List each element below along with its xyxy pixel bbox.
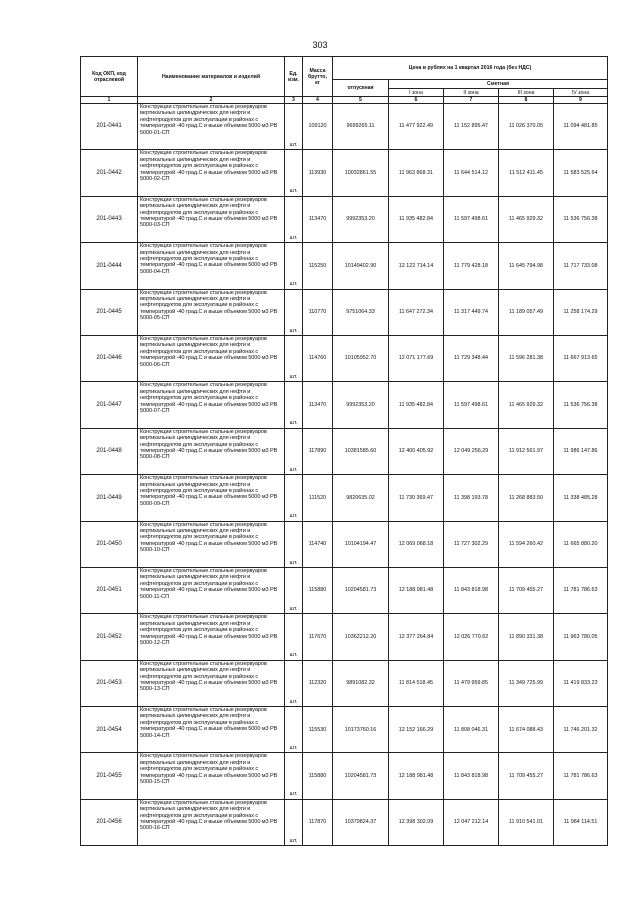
header-zone-1: I зона	[389, 89, 444, 97]
item-unit: шт.	[285, 428, 303, 474]
column-number: 8	[499, 97, 554, 104]
release-price: 10104194.47	[333, 521, 389, 567]
zone-4-price: 11 583 525.64	[554, 150, 608, 196]
release-price: 10173760.16	[333, 707, 389, 753]
release-price: 10032861.55	[333, 150, 389, 196]
item-unit: шт.	[285, 382, 303, 428]
header-zone-3: III зона	[499, 89, 554, 97]
item-name: Конструкции строительные стальные резервуаров вертикальных цилиндрических для нефти и нефтепродуктов для эксплуатации в районах с температурой -40 град.С и выше объемом 5000 м3 РВ 5000-06-СП	[138, 335, 285, 381]
item-code: 201-0443	[81, 196, 138, 242]
header-zone-4: IV зона	[554, 89, 608, 97]
item-code: 201-0448	[81, 428, 138, 474]
header-release: отпускная	[333, 80, 389, 97]
item-code: 201-0453	[81, 660, 138, 706]
header-code: Код ОКП, код отраслевой	[81, 57, 138, 97]
zone-4-price: 11 258 174.29	[554, 289, 608, 335]
zone-4-price: 11 746 201.32	[554, 707, 608, 753]
zone-4-price: 11 963 780.05	[554, 614, 608, 660]
price-table	[80, 56, 608, 846]
zone-4-price: 11 986 147.86	[554, 428, 608, 474]
column-number: 7	[444, 97, 499, 104]
zone-4-price: 11 094 481.85	[554, 104, 608, 150]
zone-1-price: 11 647 272.34	[389, 289, 444, 335]
table-row	[81, 660, 608, 706]
item-mass: 111520	[303, 475, 333, 521]
column-number: 9	[554, 97, 608, 104]
item-code: 201-0449	[81, 475, 138, 521]
item-name: Конструкции строительные стальные резервуаров вертикальных цилиндрических для нефти и нефтепродуктов для эксплуатации в районах с температурой -40 град.С и выше объемом 5000 м3 РВ 5000-16-СП	[138, 799, 285, 845]
table-row	[81, 335, 608, 381]
release-price: 10362212.20	[333, 614, 389, 660]
item-name: Конструкции строительные стальные резервуаров вертикальных цилиндрических для нефти и нефтепродуктов для эксплуатации в районах с температурой -40 град.С и выше объемом 5000 м3 РВ 5000-02-СП	[138, 150, 285, 196]
item-code: 201-0456	[81, 799, 138, 845]
zone-3-price: 11 349 725.99	[499, 660, 554, 706]
release-price: 9751064.33	[333, 289, 389, 335]
header-unit: Ед. изм.	[285, 57, 303, 97]
zone-2-price: 11 843 818.98	[444, 753, 499, 799]
zone-4-price: 11 781 786.63	[554, 567, 608, 613]
zone-3-price: 11 912 561.97	[499, 428, 554, 474]
zone-2-price: 11 398 193.78	[444, 475, 499, 521]
header-mass: Масса брутто, кг	[303, 57, 333, 97]
item-mass: 115250	[303, 243, 333, 289]
zone-3-price: 11 910 541.01	[499, 799, 554, 845]
table-row	[81, 428, 608, 474]
table-row	[81, 196, 608, 242]
release-price: 10204581.73	[333, 753, 389, 799]
item-unit: шт.	[285, 521, 303, 567]
zone-1-price: 12 122 714.14	[389, 243, 444, 289]
zone-4-price: 11 717 733.08	[554, 243, 608, 289]
item-mass: 117890	[303, 428, 333, 474]
item-unit: шт.	[285, 660, 303, 706]
item-name: Конструкции строительные стальные резервуаров вертикальных цилиндрических для нефти и нефтепродуктов для эксплуатации в районах с температурой -40 град.С и выше объемом 5000 м3 РВ 5000-07-СП	[138, 382, 285, 428]
zone-3-price: 11 189 057.49	[499, 289, 554, 335]
table-row	[81, 614, 608, 660]
zone-2-price: 11 597 498.61	[444, 382, 499, 428]
table-row	[81, 104, 608, 150]
item-mass: 114740	[303, 521, 333, 567]
zone-2-price: 11 479 959.85	[444, 660, 499, 706]
release-price: 9992353.20	[333, 382, 389, 428]
table-row	[81, 289, 608, 335]
zone-2-price: 11 808 046.31	[444, 707, 499, 753]
table-row	[81, 707, 608, 753]
zone-4-price: 11 536 756.38	[554, 196, 608, 242]
item-unit: шт.	[285, 150, 303, 196]
item-name: Конструкции строительные стальные резервуаров вертикальных цилиндрических для нефти и нефтепродуктов для эксплуатации в районах с температурой -40 град.С и выше объемом 5000 м3 РВ 5000-15-СП	[138, 753, 285, 799]
release-price: 9820635.02	[333, 475, 389, 521]
table-row	[81, 150, 608, 196]
table-row	[81, 799, 608, 845]
release-price: 10379824.37	[333, 799, 389, 845]
item-name: Конструкции строительные стальные резервуаров вертикальных цилиндрических для нефти и нефтепродуктов для эксплуатации в районах с температурой -40 град.С и выше объемом 5000 м3 РВ 5000-03-СП	[138, 196, 285, 242]
table-row	[81, 753, 608, 799]
item-unit: шт.	[285, 753, 303, 799]
zone-2-price: 12 047 212.14	[444, 799, 499, 845]
item-name: Конструкции строительные стальные резервуаров вертикальных цилиндрических для нефти и нефтепродуктов для эксплуатации в районах с температурой -40 град.С и выше объемом 5000 м3 РВ 5000-10-СП	[138, 521, 285, 567]
item-mass: 117670	[303, 614, 333, 660]
item-unit: шт.	[285, 104, 303, 150]
table-row	[81, 382, 608, 428]
item-code: 201-0452	[81, 614, 138, 660]
zone-1-price: 12 071 177.69	[389, 335, 444, 381]
item-code: 201-0442	[81, 150, 138, 196]
item-name: Конструкции строительные стальные резервуаров вертикальных цилиндрических для нефти и нефтепродуктов для эксплуатации в районах с температурой -40 град.С и выше объемом 5000 м3 РВ 5000-13-СП	[138, 660, 285, 706]
zone-3-price: 11 268 883.50	[499, 475, 554, 521]
item-mass: 113470	[303, 382, 333, 428]
zone-4-price: 11 665 880.20	[554, 521, 608, 567]
zone-2-price: 11 317 449.74	[444, 289, 499, 335]
item-mass: 109120	[303, 104, 333, 150]
item-code: 201-0444	[81, 243, 138, 289]
item-mass: 112320	[303, 660, 333, 706]
item-unit: шт.	[285, 289, 303, 335]
header-zone-2: II зона	[444, 89, 499, 97]
item-code: 201-0455	[81, 753, 138, 799]
zone-1-price: 11 935 482.84	[389, 382, 444, 428]
release-price: 9891082.32	[333, 660, 389, 706]
zone-2-price: 11 597 498.61	[444, 196, 499, 242]
table-row	[81, 475, 608, 521]
zone-1-price: 11 814 518.45	[389, 660, 444, 706]
zone-4-price: 11 781 786.63	[554, 753, 608, 799]
column-number: 4	[303, 97, 333, 104]
zone-2-price: 11 729 348.44	[444, 335, 499, 381]
zone-3-price: 11 890 331.38	[499, 614, 554, 660]
header-name: Наименование материалов и изделий	[138, 57, 285, 97]
table-row	[81, 521, 608, 567]
item-code: 201-0447	[81, 382, 138, 428]
zone-2-price: 11 843 818.98	[444, 567, 499, 613]
zone-3-price: 11 645 794.98	[499, 243, 554, 289]
zone-3-price: 11 465 929.32	[499, 196, 554, 242]
zone-4-price: 11 338 485.28	[554, 475, 608, 521]
zone-3-price: 11 596 281.38	[499, 335, 554, 381]
zone-1-price: 11 963 868.31	[389, 150, 444, 196]
item-code: 201-0445	[81, 289, 138, 335]
zone-4-price: 11 667 913.65	[554, 335, 608, 381]
release-price: 10381585.60	[333, 428, 389, 474]
column-number: 2	[138, 97, 285, 104]
item-mass: 115880	[303, 753, 333, 799]
zone-3-price: 11 674 088.43	[499, 707, 554, 753]
item-mass: 117870	[303, 799, 333, 845]
zone-3-price: 11 594 260.42	[499, 521, 554, 567]
zone-1-price: 12 188 981.48	[389, 753, 444, 799]
table-row	[81, 567, 608, 613]
table-body	[81, 104, 608, 846]
item-name: Конструкции строительные стальные резервуаров вертикальных цилиндрических для нефти и нефтепродуктов для эксплуатации в районах с температурой -40 град.С и выше объемом 5000 м3 РВ 5000-09-СП	[138, 475, 285, 521]
item-mass: 115530	[303, 707, 333, 753]
zone-4-price: 11 984 114.51	[554, 799, 608, 845]
zone-1-price: 11 730 369.47	[389, 475, 444, 521]
item-code: 201-0451	[81, 567, 138, 613]
release-price: 9992353.20	[333, 196, 389, 242]
item-unit: шт.	[285, 707, 303, 753]
zone-2-price: 12 026 770.62	[444, 614, 499, 660]
zone-1-price: 12 152 166.29	[389, 707, 444, 753]
item-mass: 115880	[303, 567, 333, 613]
zone-3-price: 11 512 411.45	[499, 150, 554, 196]
zone-3-price: 11 026 370.05	[499, 104, 554, 150]
release-price: 9699265.11	[333, 104, 389, 150]
zone-1-price: 12 188 981.48	[389, 567, 444, 613]
item-name: Конструкции строительные стальные резервуаров вертикальных цилиндрических для нефти и нефтепродуктов для эксплуатации в районах с температурой -40 град.С и выше объемом 5000 м3 РВ 5000-05-СП	[138, 289, 285, 335]
column-number: 6	[389, 97, 444, 104]
zone-2-price: 12 049 256.29	[444, 428, 499, 474]
header-price-group: Цена в рублях на 1 квартал 2016 года (без НДС)	[333, 57, 608, 80]
item-name: Конструкции строительные стальные резервуаров вертикальных цилиндрических для нефти и нефтепродуктов для эксплуатации в районах с температурой -40 град.С и выше объемом 5000 м3 РВ 5000-11-СП	[138, 567, 285, 613]
zone-2-price: 11 779 428.18	[444, 243, 499, 289]
item-unit: шт.	[285, 243, 303, 289]
zone-3-price: 11 709 455.27	[499, 753, 554, 799]
item-code: 201-0450	[81, 521, 138, 567]
item-mass: 114760	[303, 335, 333, 381]
item-name: Конструкции строительные стальные резервуаров вертикальных цилиндрических для нефти и нефтепродуктов для эксплуатации в районах с температурой -40 град.С и выше объемом 5000 м3 РВ 5000-12-СП	[138, 614, 285, 660]
item-name: Конструкции строительные стальные резервуаров вертикальных цилиндрических для нефти и нефтепродуктов для эксплуатации в районах с температурой -40 град.С и выше объемом 5000 м3 РВ 5000-14-СП	[138, 707, 285, 753]
item-name: Конструкции строительные стальные резервуаров вертикальных цилиндрических для нефти и нефтепродуктов для эксплуатации в районах с температурой -40 град.С и выше объемом 5000 м3 РВ 5000-08-СП	[138, 428, 285, 474]
zone-2-price: 11 644 514.12	[444, 150, 499, 196]
zone-2-price: 11 727 302.29	[444, 521, 499, 567]
zone-4-price: 11 419 833.23	[554, 660, 608, 706]
column-number: 5	[333, 97, 389, 104]
item-name: Конструкции строительные стальные резервуаров вертикальных цилиндрических для нефти и нефтепродуктов для эксплуатации в районах с температурой -40 град.С и выше объемом 5000 м3 РВ 5000-01-СП	[138, 104, 285, 150]
zone-1-price: 12 069 068.18	[389, 521, 444, 567]
item-unit: шт.	[285, 799, 303, 845]
item-mass: 113470	[303, 196, 333, 242]
column-number: 3	[285, 97, 303, 104]
zone-4-price: 11 536 756.38	[554, 382, 608, 428]
column-number: 1	[81, 97, 138, 104]
zone-2-price: 11 152 895.47	[444, 104, 499, 150]
release-price: 10149402.90	[333, 243, 389, 289]
zone-1-price: 11 477 922.49	[389, 104, 444, 150]
item-unit: шт.	[285, 335, 303, 381]
zone-1-price: 12 377 264.84	[389, 614, 444, 660]
item-code: 201-0441	[81, 104, 138, 150]
item-name: Конструкции строительные стальные резервуаров вертикальных цилиндрических для нефти и нефтепродуктов для эксплуатации в районах с температурой -40 град.С и выше объемом 5000 м3 РВ 5000-04-СП	[138, 243, 285, 289]
header-estimate: Сметная	[389, 80, 608, 89]
page-number: 303	[312, 40, 328, 50]
item-unit: шт.	[285, 475, 303, 521]
item-code: 201-0454	[81, 707, 138, 753]
release-price: 10204581.73	[333, 567, 389, 613]
table-row	[81, 243, 608, 289]
item-code: 201-0446	[81, 335, 138, 381]
zone-3-price: 11 465 929.32	[499, 382, 554, 428]
item-mass: 113930	[303, 150, 333, 196]
item-mass: 110770	[303, 289, 333, 335]
item-unit: шт.	[285, 567, 303, 613]
zone-3-price: 11 709 455.27	[499, 567, 554, 613]
zone-1-price: 12 400 405.92	[389, 428, 444, 474]
release-price: 10105952.70	[333, 335, 389, 381]
table-header	[81, 57, 608, 104]
zone-1-price: 12 398 302.09	[389, 799, 444, 845]
item-unit: шт.	[285, 614, 303, 660]
zone-1-price: 11 935 482.84	[389, 196, 444, 242]
item-unit: шт.	[285, 196, 303, 242]
